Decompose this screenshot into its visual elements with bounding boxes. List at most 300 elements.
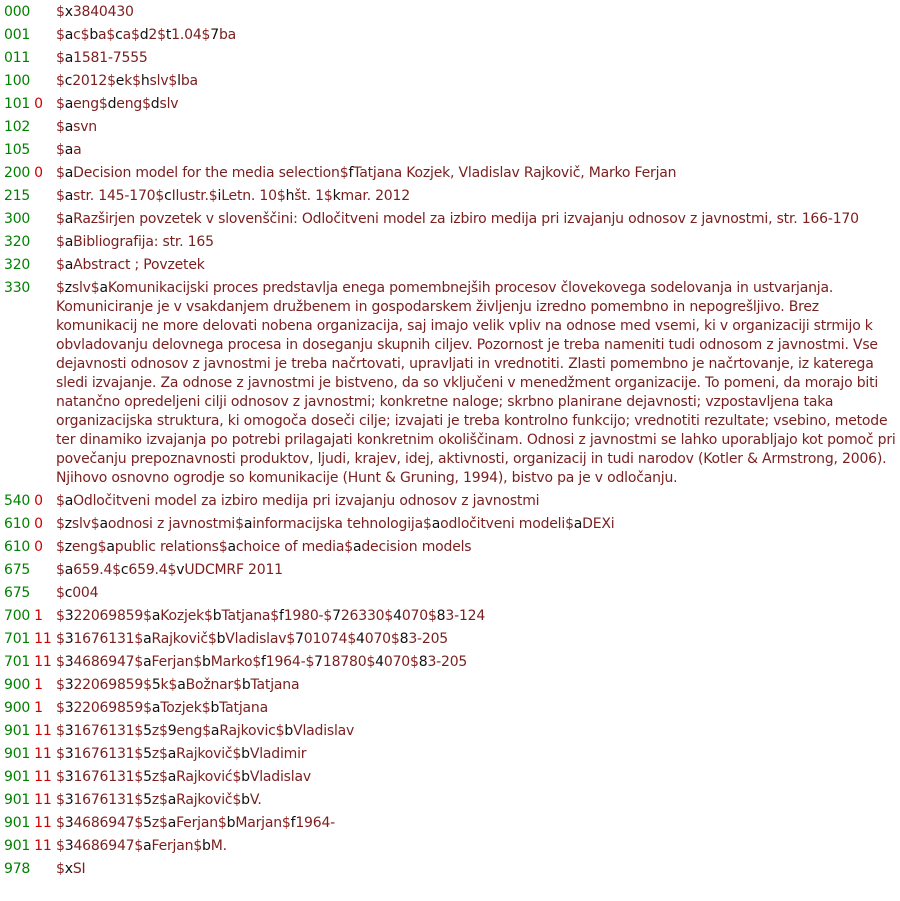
field-value	[56, 814, 898, 833]
field-row-100	[4, 72, 898, 91]
subfield-value: slv	[71, 280, 91, 296]
field-value	[56, 745, 898, 764]
subfield-delimiter: $	[158, 769, 168, 785]
subfield-value: 22069859	[73, 677, 144, 693]
subfield-delimiter: $	[232, 792, 242, 808]
field-tag: 900	[4, 677, 31, 693]
subfield-delimiter: $	[155, 188, 165, 204]
subfield-value: ba	[218, 27, 237, 43]
subfield-value: Decision model for the media selection	[73, 165, 340, 181]
subfield-delimiter: $	[193, 838, 203, 854]
subfield-code: 3	[64, 746, 74, 762]
subfield-value: 3-205	[427, 654, 468, 670]
subfield-value: DEXi	[582, 516, 615, 532]
subfield-value: Ilustr.	[171, 188, 209, 204]
subfield-code: a	[64, 119, 74, 135]
field-tag: 101	[4, 96, 31, 112]
subfield-value: 1964-	[265, 654, 306, 670]
subfield-delimiter: $	[106, 27, 116, 43]
subfield-delimiter: $	[56, 815, 65, 831]
subfield-delimiter: $	[252, 654, 262, 670]
subfield-delimiter: $	[90, 516, 100, 532]
field-indicator: 0	[34, 493, 43, 509]
subfield-delimiter: $	[131, 27, 140, 43]
subfield-delimiter: $	[207, 631, 217, 647]
subfield-code: z	[64, 539, 72, 555]
field-row-701	[4, 630, 898, 649]
field-tag: 901	[4, 723, 31, 739]
subfield-code: a	[64, 493, 74, 509]
subfield-delimiter: $	[167, 562, 177, 578]
field-value	[56, 3, 898, 22]
subfield-code: d	[107, 96, 117, 112]
subfield-code: a	[106, 539, 115, 555]
field-value	[56, 95, 898, 114]
field-tag: 330	[4, 280, 31, 296]
subfield-code: 8	[399, 631, 409, 647]
subfield-code: f	[348, 165, 354, 181]
field-value	[56, 233, 898, 252]
subfield-code: a	[227, 539, 236, 555]
field-value	[56, 837, 898, 856]
field-row-200	[4, 164, 898, 183]
subfield-value: z	[151, 769, 159, 785]
subfield-delimiter: $	[347, 631, 357, 647]
subfield-delimiter: $	[56, 861, 65, 877]
subfield-delimiter: $	[56, 585, 65, 601]
subfield-delimiter: $	[143, 677, 152, 693]
subfield-value: UDCMRF 2011	[184, 562, 283, 578]
subfield-delimiter: $	[56, 27, 65, 43]
subfield-value: 4686947	[73, 838, 135, 854]
subfield-value: 3840430	[72, 4, 134, 20]
subfield-code: v	[176, 562, 185, 578]
subfield-value: eng	[73, 96, 99, 112]
field-row-000	[4, 3, 898, 22]
subfield-delimiter: $	[56, 4, 65, 20]
field-tag: 700	[4, 608, 31, 624]
subfield-delimiter: $	[56, 96, 65, 112]
subfield-code: a	[64, 50, 74, 66]
subfield-code: a	[143, 838, 152, 854]
subfield-code: 3	[64, 723, 74, 739]
subfield-delimiter: $	[56, 654, 65, 670]
field-indicator: 1	[34, 677, 43, 693]
field-tag: 701	[4, 631, 31, 647]
subfield-delimiter: $	[56, 539, 65, 555]
field-value	[56, 492, 898, 511]
field-tag: 610	[4, 516, 31, 532]
field-indicator: 0	[34, 516, 43, 532]
subfield-value: Rajkovič	[151, 631, 208, 647]
subfield-delimiter: $	[410, 654, 419, 670]
subfield-code: z	[64, 280, 72, 296]
subfield-value: Ferjan	[151, 838, 194, 854]
field-value	[56, 72, 898, 91]
subfield-value: Bibliografija: str. 165	[73, 234, 214, 250]
subfield-code: b	[241, 792, 250, 808]
subfield-code: 4	[375, 654, 384, 670]
subfield-code: a	[64, 142, 74, 158]
subfield-code: c	[64, 73, 73, 89]
subfield-value: 1.04	[171, 27, 202, 43]
field-row-701	[4, 653, 898, 672]
field-value	[56, 561, 898, 580]
subfield-delimiter: $	[56, 280, 65, 296]
field-value	[56, 210, 898, 229]
subfield-value: 26330	[340, 608, 385, 624]
subfield-code: a	[64, 234, 74, 250]
subfield-code: a	[151, 608, 161, 624]
field-tag: 105	[4, 142, 31, 158]
subfield-value: V.	[249, 792, 262, 808]
subfield-value: slv	[159, 96, 179, 112]
subfield-value: 2012	[72, 73, 108, 89]
field-value	[56, 699, 898, 718]
subfield-value: 659.4	[73, 562, 113, 578]
subfield-value: Vladimir	[249, 746, 307, 762]
subfield-code: 3	[64, 608, 74, 624]
subfield-delimiter: $	[344, 539, 353, 555]
subfield-code: 5	[151, 677, 161, 693]
subfield-code: a	[210, 723, 220, 739]
subfield-delimiter: $	[204, 608, 213, 624]
field-value	[56, 584, 898, 603]
subfield-delimiter: $	[56, 165, 65, 181]
subfield-value: z	[151, 815, 159, 831]
subfield-code: b	[202, 654, 211, 670]
subfield-code: a	[177, 677, 186, 693]
subfield-delimiter: $	[168, 677, 178, 693]
subfield-delimiter: $	[134, 792, 144, 808]
subfield-value: M.	[210, 838, 227, 854]
subfield-delimiter: $	[56, 631, 65, 647]
subfield-code: a	[64, 165, 74, 181]
field-row-001	[4, 26, 898, 45]
field-row-330	[4, 279, 898, 488]
subfield-delimiter: $	[275, 723, 285, 739]
subfield-value: 1676131	[73, 746, 135, 762]
subfield-code: c	[64, 585, 73, 601]
subfield-delimiter: $	[427, 608, 437, 624]
subfield-code: 8	[418, 654, 428, 670]
subfield-code: h	[140, 73, 150, 89]
field-row-215	[4, 187, 898, 206]
subfield-delimiter: $	[193, 654, 203, 670]
field-indicator: 0	[34, 96, 43, 112]
subfield-delimiter: $	[134, 838, 144, 854]
field-indicator: 11	[34, 792, 52, 808]
subfield-delimiter: $	[384, 608, 394, 624]
subfield-value: slv	[71, 516, 91, 532]
subfield-value: 070	[401, 608, 428, 624]
subfield-value: 2	[148, 27, 158, 43]
subfield-code: a	[167, 769, 177, 785]
subfield-value: k	[160, 677, 169, 693]
subfield-code: 3	[64, 792, 74, 808]
subfield-code: 3	[64, 631, 74, 647]
field-row-901	[4, 837, 898, 856]
subfield-code: b	[241, 769, 250, 785]
subfield-code: 7	[295, 631, 304, 647]
subfield-delimiter: $	[270, 608, 279, 624]
subfield-value: Razširjen povzetek v slovenščini: Odločitveni model za izbiro medija pri izvajanju odnosov z javnostmi, str. 166-170	[73, 211, 859, 227]
subfield-delimiter: $	[134, 723, 144, 739]
subfield-delimiter: $	[134, 746, 144, 762]
field-row-101	[4, 95, 898, 114]
subfield-value: 1676131	[73, 631, 135, 647]
field-value	[56, 607, 898, 626]
field-tag: 100	[4, 73, 31, 89]
field-row-300	[4, 210, 898, 229]
subfield-value: str. 145-170	[73, 188, 156, 204]
subfield-value: št. 1	[294, 188, 324, 204]
field-row-675	[4, 584, 898, 603]
field-value	[56, 676, 898, 695]
subfield-value: 070	[383, 654, 410, 670]
subfield-value: a	[122, 27, 132, 43]
subfield-code: 5	[143, 815, 152, 831]
field-value	[56, 860, 898, 879]
subfield-value: odločitveni modeli	[440, 516, 566, 532]
subfield-delimiter: $	[232, 746, 242, 762]
field-tag: 001	[4, 27, 31, 43]
field-tag: 978	[4, 861, 31, 877]
subfield-delimiter: $	[208, 188, 218, 204]
subfield-value: a	[98, 27, 107, 43]
subfield-code: b	[284, 723, 294, 739]
subfield-value: 1964-	[295, 815, 336, 831]
subfield-value: 4686947	[73, 815, 135, 831]
subfield-value: 004	[72, 585, 99, 601]
field-row-610	[4, 538, 898, 557]
subfield-value: eng	[71, 539, 98, 555]
field-row-978	[4, 860, 898, 879]
field-tag: 320	[4, 257, 31, 273]
field-row-700	[4, 607, 898, 626]
subfield-value: Vladislav	[249, 769, 311, 785]
subfield-value: Ferjan	[176, 815, 218, 831]
field-value	[56, 768, 898, 787]
subfield-code: b	[241, 746, 250, 762]
subfield-delimiter: $	[218, 539, 228, 555]
subfield-code: a	[243, 516, 253, 532]
field-tag: 900	[4, 700, 31, 716]
subfield-value: c	[73, 27, 81, 43]
subfield-value: 1676131	[73, 723, 135, 739]
subfield-code: 7	[332, 608, 341, 624]
field-value	[56, 141, 898, 160]
subfield-value: informacijska tehnologija	[252, 516, 423, 532]
field-value	[56, 256, 898, 275]
field-value	[56, 187, 898, 206]
field-row-901	[4, 722, 898, 741]
subfield-value: Rajkovič	[176, 746, 233, 762]
subfield-delimiter: $	[217, 815, 227, 831]
subfield-delimiter: $	[56, 792, 65, 808]
subfield-delimiter: $	[56, 677, 65, 693]
subfield-code: 3	[64, 677, 74, 693]
field-indicator: 0	[34, 539, 43, 555]
subfield-code: a	[64, 257, 74, 273]
subfield-delimiter: $	[90, 280, 100, 296]
subfield-value: 3-205	[408, 631, 448, 647]
subfield-delimiter: $	[143, 608, 152, 624]
subfield-value: svn	[73, 119, 97, 135]
subfield-code: 8	[436, 608, 446, 624]
subfield-code: i	[217, 188, 222, 204]
subfield-delimiter: $	[56, 608, 65, 624]
subfield-value: 070	[364, 631, 391, 647]
subfield-value: Kozjek	[160, 608, 205, 624]
subfield-code: x	[64, 861, 73, 877]
subfield-code: 3	[64, 815, 74, 831]
subfield-code: h	[285, 188, 295, 204]
subfield-delimiter: $	[56, 493, 65, 509]
field-indicator: 11	[34, 631, 52, 647]
subfield-delimiter: $	[168, 73, 178, 89]
field-indicator: 11	[34, 769, 52, 785]
subfield-value: Komunikacijski proces predstavlja enega pomembnejših procesov človekovega sodelovanja in ustvarjanja. Komuniciranje je v vsakdanjem družbenem in gospodarskem življenju izredno pomembno in nepogrešljivo. Brez komunikacij ne more delovati nobena organizacija, saj imajo velik vpliv na odnose med vsemi, ki v organizaciji strmijo k obvladovanju delovnega procesa in doseganju skupnih ciljev. Pozornost je treba nameniti tudi odnosom z javnostmi. Vse dejavnosti odnosov z javnostmi je treba načrtovati, upravljati in vrednotiti. Zlasti pomembno je načrtovanje, iz katerega sledi izvajanje. Za odnose z javnostmi je bistveno, da so vključeni v menedžment organizacije. To pomeni, da morajo biti natančno opredeljeni cilji odnosov z javnostmi; konkretne naloge; skrbno planirane dejavnosti; vzpostavljena taka organizacijska struktura, ki omogoča doseči cilje; izvajati je treba kontrolno funkcijo; vrednotiti rezultate; vsebino, metode ter dinamiko izvajanja po potrebi prilagajati konkretnim okoliščinam. Odnosi z javnostmi se lahko uporabljajo kot pomoč pri povečanju prepoznavnosti produktov, ljudi, krajev, idej, aktivnosti, organizacij in tudi narodov (Kotler & Armstrong, 2006). Njihovo osnovno ogrodje so komunikacije (Hunt & Gruning, 1994), bistvo pa je v odločanju.	[56, 280, 896, 486]
field-tag: 675	[4, 562, 31, 578]
subfield-code: 5	[143, 723, 152, 739]
subfield-delimiter: $	[143, 700, 152, 716]
subfield-code: a	[167, 815, 177, 831]
subfield-value: Vladislav	[293, 723, 355, 739]
subfield-code: 3	[64, 838, 74, 854]
field-indicator: 1	[34, 700, 43, 716]
subfield-code: f	[261, 654, 266, 670]
subfield-value: Tatjana	[219, 700, 268, 716]
subfield-code: 3	[64, 769, 74, 785]
subfield-code: a	[64, 188, 74, 204]
subfield-delimiter: $	[422, 516, 432, 532]
field-row-540	[4, 492, 898, 511]
field-tag: 901	[4, 746, 31, 762]
field-row-610	[4, 515, 898, 534]
field-indicator: 11	[34, 746, 52, 762]
field-tag: 000	[4, 4, 31, 20]
subfield-value: Tatjana Kozjek, Vladislav Rajkovič, Marko Ferjan	[353, 165, 677, 181]
subfield-code: a	[143, 631, 152, 647]
subfield-value: z	[151, 792, 159, 808]
field-tag: 901	[4, 815, 31, 831]
subfield-code: t	[165, 27, 172, 43]
subfield-delimiter: $	[323, 608, 333, 624]
subfield-value: 659.4	[128, 562, 168, 578]
subfield-delimiter: $	[56, 516, 65, 532]
subfield-code: 4	[393, 608, 402, 624]
field-row-901	[4, 791, 898, 810]
field-tag: 300	[4, 211, 31, 227]
subfield-code: 7	[210, 27, 219, 43]
subfield-delimiter: $	[286, 631, 296, 647]
subfield-delimiter: $	[366, 654, 376, 670]
field-row-320	[4, 256, 898, 275]
field-tag: 901	[4, 838, 31, 854]
field-value	[56, 49, 898, 68]
subfield-delimiter: $	[305, 654, 315, 670]
subfield-value: SI	[72, 861, 86, 877]
subfield-delimiter: $	[323, 188, 333, 204]
subfield-delimiter: $	[56, 142, 65, 158]
field-tag: 701	[4, 654, 31, 670]
subfield-code: c	[115, 27, 123, 43]
subfield-delimiter: $	[158, 792, 168, 808]
subfield-delimiter: $	[134, 654, 144, 670]
subfield-value: Vladislav	[225, 631, 287, 647]
subfield-value: Marko	[210, 654, 253, 670]
subfield-delimiter: $	[97, 539, 107, 555]
field-value	[56, 722, 898, 741]
subfield-value: Ferjan	[151, 654, 194, 670]
subfield-value: Abstract ; Povzetek	[73, 257, 205, 273]
subfield-delimiter: $	[339, 165, 349, 181]
field-value	[56, 791, 898, 810]
subfield-value: decision models	[361, 539, 472, 555]
field-tag: 320	[4, 234, 31, 250]
field-indicator: 11	[34, 815, 52, 831]
subfield-delimiter: $	[56, 769, 65, 785]
subfield-code: d	[139, 27, 149, 43]
subfield-delimiter: $	[56, 188, 65, 204]
subfield-value: Odločitveni model za izbiro medija pri izvajanju odnosov z javnostmi	[73, 493, 540, 509]
subfield-value: k	[124, 73, 133, 89]
subfield-code: 3	[64, 700, 74, 716]
subfield-value: z	[151, 723, 159, 739]
subfield-code: b	[241, 677, 251, 693]
subfield-code: 9	[167, 723, 177, 739]
subfield-delimiter: $	[56, 73, 65, 89]
subfield-code: f	[290, 815, 296, 831]
subfield-value: public relations	[114, 539, 219, 555]
subfield-value: Božnar	[185, 677, 234, 693]
subfield-code: a	[573, 516, 583, 532]
subfield-delimiter: $	[134, 769, 144, 785]
subfield-delimiter: $	[158, 815, 168, 831]
field-tag: 102	[4, 119, 31, 135]
field-indicator: 11	[34, 654, 52, 670]
field-value	[56, 653, 898, 672]
field-value	[56, 538, 898, 557]
field-row-901	[4, 768, 898, 787]
subfield-delimiter: $	[56, 50, 65, 66]
field-indicator: 0	[34, 165, 43, 181]
subfield-code: b	[202, 838, 211, 854]
subfield-value: 1676131	[73, 769, 135, 785]
subfield-code: d	[150, 96, 160, 112]
subfield-code: 5	[143, 769, 152, 785]
field-indicator: 11	[34, 723, 52, 739]
subfield-code: l	[177, 73, 181, 89]
subfield-code: a	[64, 562, 74, 578]
subfield-delimiter: $	[202, 723, 211, 739]
subfield-delimiter: $	[56, 562, 65, 578]
field-tag: 215	[4, 188, 31, 204]
subfield-code: b	[226, 815, 236, 831]
subfield-delimiter: $	[142, 96, 151, 112]
subfield-value: a	[73, 142, 82, 158]
subfield-code: a	[143, 654, 152, 670]
subfield-value: eng	[176, 723, 203, 739]
subfield-value: 4686947	[73, 654, 135, 670]
subfield-value: slv	[149, 73, 169, 89]
field-tag: 011	[4, 50, 31, 66]
subfield-value: 22069859	[73, 608, 144, 624]
subfield-delimiter: $	[281, 815, 291, 831]
subfield-value: z	[151, 746, 159, 762]
subfield-value: 22069859	[73, 700, 144, 716]
